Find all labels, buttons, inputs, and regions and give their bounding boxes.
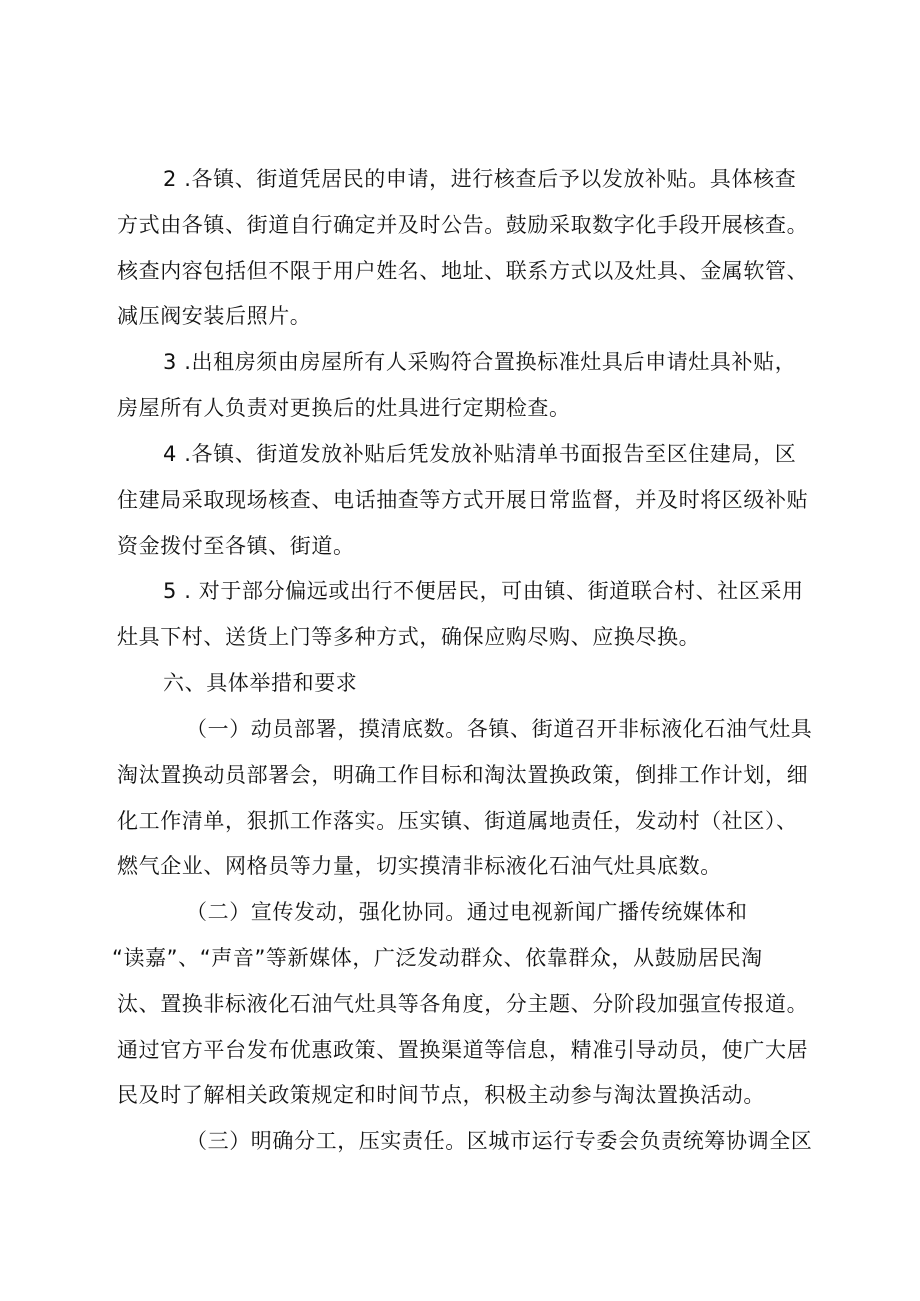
item-2-line-5: 民及时了解相关政策规定和时间节点，积极主动参与淘汰置换活动。 xyxy=(117,1083,765,1107)
item-2-line-4: 通过官方平台发布优惠政策、置换渠道等信息，精准引导动员，使广大居 xyxy=(117,1038,809,1062)
paragraph-4-line-3: 资金拨付至各镇、街道。 xyxy=(117,534,355,558)
paragraph-3-line-2: 房屋所有人负责对更换后的灶具进行定期检查。 xyxy=(117,396,571,420)
item-1-line-4: 燃气企业、网格员等力量，切实摸清非标液化石油气灶具底数。 xyxy=(117,854,722,878)
item-1-line-2: 淘汰置换动员部署会，明确工作目标和淘汰置换政策，倒排工作计划，细 xyxy=(117,763,809,787)
paragraph-4-line-1: 4 .各镇、街道发放补贴后凭发放补贴清单书面报告至区住建局，区 xyxy=(163,442,797,466)
item-1-line-1: （一）动员部署，摸清底数。各镇、街道召开非标液化石油气灶具 xyxy=(186,717,813,741)
paragraph-3-line-1: 3 .出租房须由房屋所有人采购符合置换标准灶具后申请灶具补贴， xyxy=(163,350,797,374)
item-3-line-1: （三）明确分工，压实责任。区城市运行专委会负责统筹协调全区 xyxy=(186,1129,813,1153)
paragraph-2-line-2: 方式由各镇、街道自行确定并及时公告。鼓励采取数字化手段开展核查。 xyxy=(117,213,809,237)
paragraph-5-line-2: 灶具下村、送货上门等多种方式，确保应购尽购、应换尽换。 xyxy=(117,625,701,649)
paragraph-2-line-3: 核查内容包括但不限于用户姓名、地址、联系方式以及灶具、金属软管、 xyxy=(117,259,809,283)
item-2-line-2: “读嘉”、“声音”等新媒体，广泛发动群众、依靠群众，从鼓励居民淘 xyxy=(112,946,763,970)
section-heading-6: 六、具体举措和要求 xyxy=(163,671,358,695)
paragraph-5-line-1: 5 . 对于部分偏远或出行不便居民，可由镇、街道联合村、社区采用 xyxy=(163,579,804,603)
item-2-line-3: 汰、置换非标液化石油气灶具等各角度，分主题、分阶段加强宣传报道。 xyxy=(117,992,809,1016)
item-2-line-1: （二）宣传发动，强化协同。通过电视新闻广播传统媒体和 xyxy=(186,900,748,924)
paragraph-4-line-2: 住建局采取现场核查、电话抽查等方式开展日常监督，并及时将区级补贴 xyxy=(117,488,809,512)
item-1-line-3: 化工作清单，狠抓工作落实。压实镇、街道属地责任，发动村（社区）、 xyxy=(117,809,798,833)
paragraph-2-line-1: 2 .各镇、街道凭居民的申请，进行核查后予以发放补贴。具体核查 xyxy=(163,167,797,191)
paragraph-2-line-4: 减压阀安装后照片。 xyxy=(117,304,312,328)
